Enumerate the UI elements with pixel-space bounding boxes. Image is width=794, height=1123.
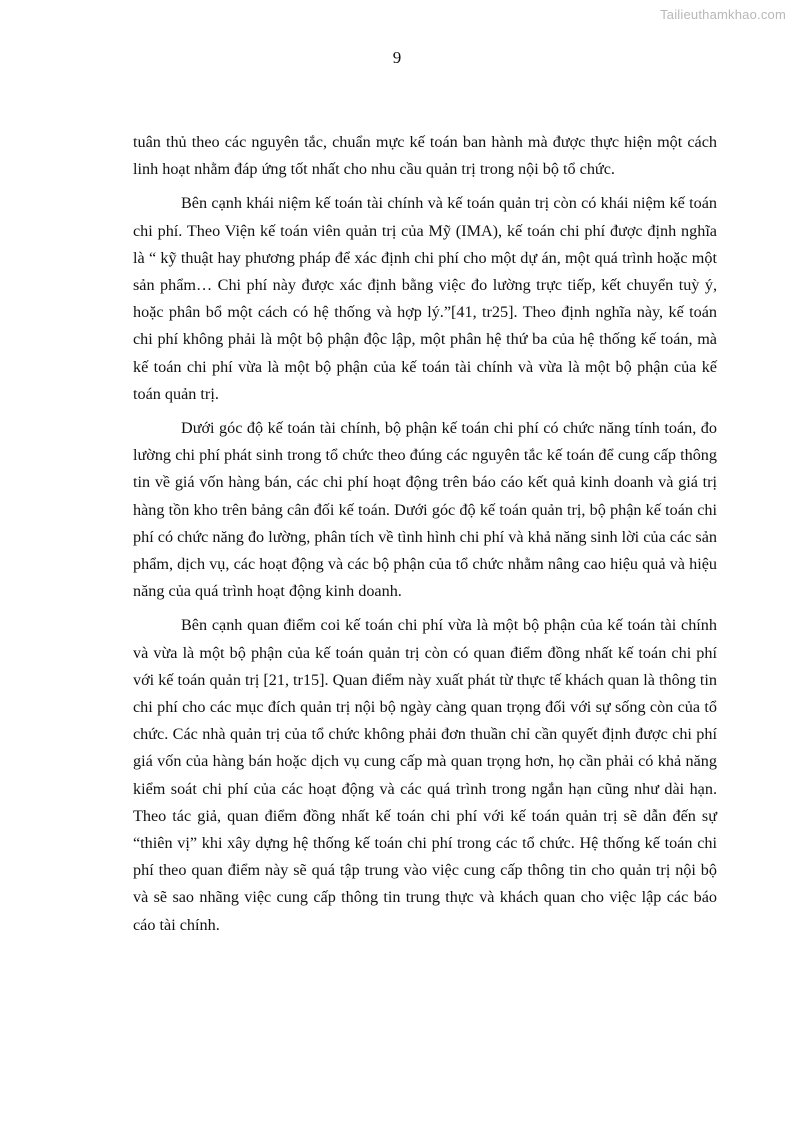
watermark: Tailieuthamkhao.com [660, 7, 786, 22]
paragraph-cost-accounting-definition: Bên cạnh khái niệm kế toán tài chính và kế toán quản trị còn có khái niệm kế toán chi phí. Theo Viện kế toán viên quản trị của Mỹ (IMA), kế toán chi phí được định nghĩa là “ kỹ thuật hay phương pháp để xác định chi phí cho một dự án, một quá trình hoặc một sản phẩm… Chi phí này được xác định bằng việc đo lường trực tiếp, kết chuyển tuỳ ý, hoặc phân bổ một cách có hệ thống và hợp lý.”[41, tr25]. Theo định nghĩa này, kế toán chi phí không phải là một bộ phận độc lập, một phân hệ thứ ba của hệ thống kế toán, mà kế toán chi phí vừa là một bộ phận của kế toán tài chính và vừa là một bộ phận của kế toán quản trị. [133, 194, 717, 403]
page-number: 9 [392, 48, 402, 67]
paragraph-identity-viewpoint: Bên cạnh quan điểm coi kế toán chi phí vừa là một bộ phận của kế toán tài chính và vừa là một bộ phận của kế toán quản trị còn có quan điểm đồng nhất kế toán chi phí với kế toán quản trị [21, tr15]. Quan điểm này xuất phát từ thực tế khách quan là thông tin chi phí cho các mục đích quản trị nội bộ ngày càng quan trọng đối với sự sống còn của tổ chức. Các nhà quản trị của tổ chức không phải đơn thuần chỉ cần quyết định được chi phí giá vốn của hàng bán hoặc dịch vụ cung cấp mà quan trọng hơn, họ cần phải có khả năng kiểm soát chi phí của các hoạt động và các quá trình trong ngắn hạn cũng như dài hạn. Theo tác giả, quan điểm đồng nhất kế toán chi phí với kế toán quản trị sẽ dẫn đến sự “thiên vị” khi xây dựng hệ thống kế toán chi phí trong các tổ chức. Hệ thống kế toán chi phí theo quan điểm này sẽ quá tập trung vào việc cung cấp thông tin cho quản trị nội bộ và sẽ sao nhãng việc cung cấp thông tin trung thực và khách quan cho việc lập các báo cáo tài chính. [133, 616, 717, 934]
paragraph-continuation: tuân thủ theo các nguyên tắc, chuẩn mực kế toán ban hành mà được thực hiện một cách linh hoạt nhằm đáp ứng tốt nhất cho nhu cầu quản trị trong nội bộ tổ chức. [133, 133, 717, 179]
document-body [133, 129, 717, 946]
paragraph-financial-vs-management-view: Dưới góc độ kế toán tài chính, bộ phận kế toán chi phí có chức năng tính toán, đo lường chi phí phát sinh trong tổ chức theo đúng các nguyên tắc kế toán để cung cấp thông tin về giá vốn hàng bán, các chi phí hoạt động trên báo cáo kết quả kinh doanh và giá trị hàng tồn kho trên bảng cân đối kế toán. Dưới góc độ kế toán quản trị, bộ phận kế toán chi phí có chức năng đo lường, phân tích về tình hình chi phí và khả năng sinh lời của các sản phẩm, dịch vụ, các hoạt động và các bộ phận của tổ chức nhằm nâng cao hiệu quả và hiệu năng của quá trình hoạt động kinh doanh. [133, 419, 717, 601]
